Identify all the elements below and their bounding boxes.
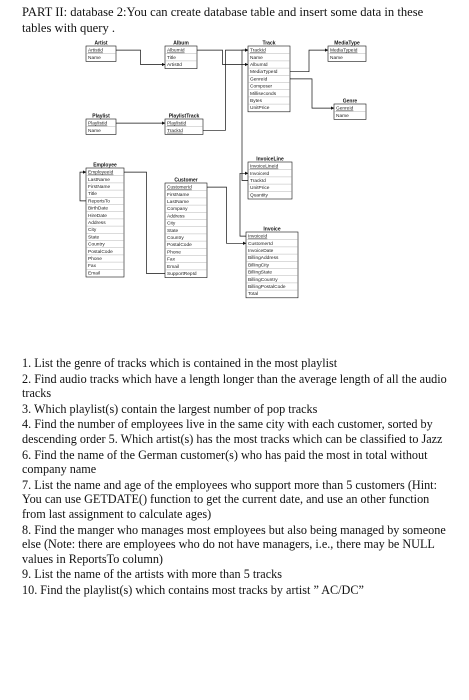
- field-composer: Composer: [250, 84, 273, 90]
- question-item: 2. Find audio tracks which have a length longer than the average length of all the audio tracks: [22, 371, 447, 401]
- assignment-heading: PART II: database 2:You can create database table and insert some data in these tables with query .: [22, 5, 424, 35]
- question-item: 3. Which playlist(s) contain the largest number of pop tracks: [22, 401, 318, 416]
- table-customer: [165, 178, 207, 278]
- field-billingcity: BillingCity: [248, 263, 270, 269]
- field-playlistid: PlaylistId: [88, 121, 108, 127]
- field-artistid: ArtistId: [167, 63, 182, 68]
- schema-tables: [86, 41, 366, 298]
- field-name: Name: [250, 55, 263, 61]
- table-title: PlaylistTrack: [168, 113, 200, 120]
- field-total: Total: [248, 292, 259, 298]
- field-invoiceid: InvoiceId: [248, 234, 268, 240]
- field-title: Title: [167, 55, 176, 61]
- field-billingstate: BillingState: [248, 270, 272, 276]
- field-reportsto: ReportsTo: [88, 199, 110, 205]
- field-invoicedate: InvoiceDate: [248, 249, 274, 254]
- field-genreid: GenreId: [336, 106, 354, 112]
- table-track: [248, 41, 290, 112]
- field-customerid: CustomerId: [248, 241, 273, 247]
- field-country: Country: [167, 236, 184, 241]
- relation-invoiceline-track: [242, 50, 248, 180]
- question-item: 7. List the name and age of the employees who support more than 5 customers (Hint: You can use GETDATE() function to get the current date, and use an other function from last assignment to calculate ages): [22, 477, 437, 521]
- relation-invoice-invoiceline: [240, 173, 248, 236]
- table-title: InvoiceLine: [256, 156, 284, 163]
- question-item: 9. List the name of the artists with more than 5 tracks: [22, 567, 282, 582]
- field-billingpostalcode: BillingPostalCode: [248, 285, 286, 290]
- table-title: Invoice: [263, 226, 281, 233]
- field-trackid: TrackId: [250, 48, 266, 54]
- relation-track-mediatype: [290, 50, 328, 72]
- field-firstname: FirstName: [167, 192, 190, 198]
- relation-artist-album: [116, 50, 165, 64]
- field-country: Country: [88, 242, 105, 248]
- relation-playlisttrack-track: [203, 50, 248, 130]
- field-invoicelineid: InvoiceLineId: [250, 164, 279, 170]
- table-album: [165, 41, 197, 69]
- field-state: State: [167, 228, 179, 234]
- field-customerid: CustomerId: [167, 185, 192, 191]
- field-albumid: AlbumId: [167, 48, 185, 54]
- table-employee: [86, 163, 124, 278]
- relation-track-genre: [290, 79, 334, 108]
- field-state: State: [88, 235, 100, 241]
- table-title: Employee: [93, 162, 117, 169]
- question-item: 4. Find the number of employees live in the same city with each customer, sorted by descending order 5. Which artist(s) has the most tracks which can be classified to Jazz: [22, 417, 443, 446]
- field-city: City: [167, 221, 176, 227]
- field-firstname: FirstName: [88, 185, 111, 190]
- field-artistid: ArtistId: [88, 48, 103, 54]
- table-playlisttrack: [165, 114, 203, 135]
- field-mediatypeid: MediaTypeId: [250, 70, 278, 76]
- field-lastname: LastName: [167, 200, 189, 205]
- field-phone: Phone: [88, 257, 102, 262]
- field-hiredate: HireDate: [88, 213, 107, 219]
- table-invoiceline: [248, 157, 292, 200]
- field-trackid: TrackId: [250, 179, 266, 184]
- field-phone: Phone: [167, 250, 181, 256]
- field-postalcode: PostalCode: [88, 249, 113, 255]
- field-billingcountry: BillingCountry: [248, 277, 278, 283]
- field-invoiceid: InvoiceId: [250, 171, 270, 177]
- field-name: Name: [330, 55, 343, 61]
- field-albumid: AlbumId: [250, 63, 268, 68]
- field-supportrepid: SupportRepId: [167, 272, 197, 277]
- field-playlistid: PlaylistId: [167, 121, 187, 127]
- field-fax: Fax: [167, 257, 175, 263]
- field-address: Address: [88, 221, 106, 226]
- field-lastname: LastName: [88, 177, 110, 183]
- field-employeeid: EmployeeId: [88, 170, 114, 176]
- question-list: [22, 356, 447, 599]
- field-genreid: GenreId: [250, 77, 268, 83]
- field-title: Title: [88, 192, 97, 198]
- field-name: Name: [88, 128, 101, 134]
- field-bytes: Bytes: [250, 99, 262, 104]
- field-name: Name: [336, 113, 349, 119]
- field-unitprice: UnitPrice: [250, 106, 270, 112]
- table-title: Track: [262, 40, 276, 47]
- field-city: City: [88, 228, 97, 234]
- table-title: Album: [173, 40, 189, 47]
- field-name: Name: [88, 55, 101, 61]
- field-email: Email: [167, 264, 179, 270]
- question-item: 8. Find the manger who manages most employees but also being managed by someone else (Note: there are employees who do not have managers, i.e., there may be NULL values in ReportsTo column): [22, 522, 446, 566]
- table-playlist: [86, 114, 116, 135]
- table-invoice: [246, 227, 298, 298]
- table-artist: [86, 41, 116, 62]
- table-title: Artist: [94, 40, 108, 47]
- table-title: Playlist: [92, 113, 110, 120]
- table-genre: [334, 99, 366, 120]
- relation-album-track: [197, 50, 248, 64]
- question-item: 6. Find the name of the German customer(s) who has paid the most in total without company name: [22, 447, 428, 477]
- field-birthdate: BirthDate: [88, 206, 108, 212]
- question-item: 1. List the genre of tracks which is contained in the most playlist: [22, 356, 338, 370]
- table-title: MediaType: [334, 40, 360, 47]
- field-company: Company: [167, 207, 188, 213]
- field-trackid: TrackId: [167, 128, 183, 134]
- relation-employee-employee: [80, 172, 86, 201]
- field-postalcode: PostalCode: [167, 243, 192, 249]
- field-email: Email: [88, 271, 100, 277]
- field-billingaddress: BillingAddress: [248, 256, 279, 262]
- field-address: Address: [167, 214, 185, 220]
- field-unitprice: UnitPrice: [250, 186, 270, 192]
- table-mediatype: [328, 41, 366, 62]
- field-mediatypeid: MediaTypeId: [330, 48, 358, 54]
- field-milliseconds: Milliseconds: [250, 91, 277, 97]
- field-fax: Fax: [88, 264, 96, 270]
- schema-diagram: [0, 36, 469, 336]
- field-quantity: Quantity: [250, 193, 268, 199]
- table-title: Genre: [342, 98, 358, 105]
- table-title: Customer: [174, 177, 198, 184]
- question-item: 10. Find the playlist(s) which contains most tracks by artist ” AC/DC”: [22, 582, 364, 597]
